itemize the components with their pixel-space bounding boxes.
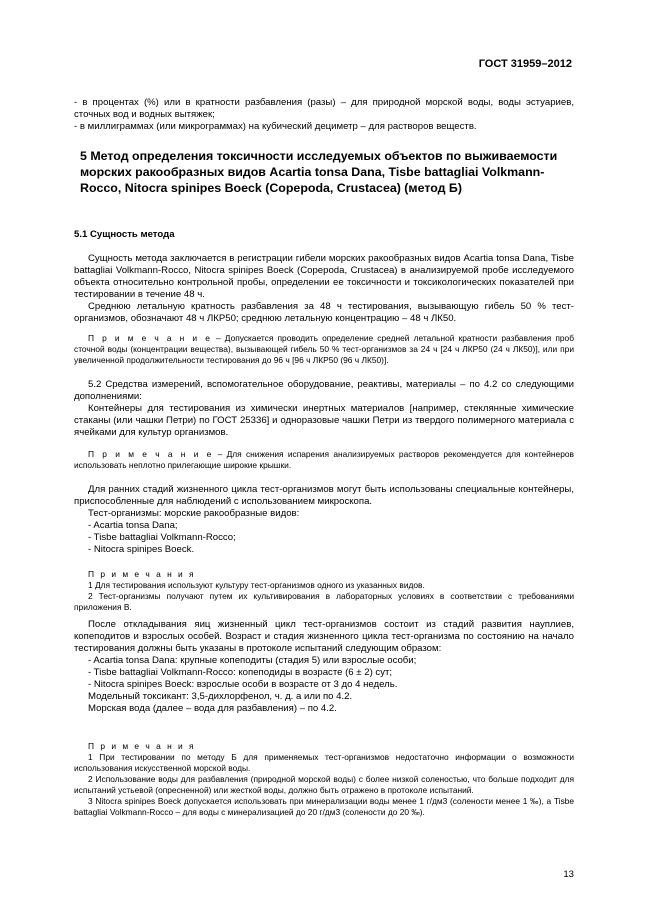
note-label: П р и м е ч а н и е — [88, 333, 212, 343]
doc-code: ГОСТ 31959–2012 — [478, 58, 572, 70]
paragraph: Тест-организмы: морские ракообразные видов: — [88, 508, 300, 519]
paragraph: Среднюю летальную кратность разбавления за 48 ч тестирования, вызывающую гибель 50 % тест-организмов, обозначают 48 ч ЛКР50; среднюю летальную концентрацию – 48 ч ЛК50. — [74, 301, 574, 324]
list-item: - в миллиграммах (или микрограммах) на кубический дециметр – для растворов веществ. — [74, 121, 477, 132]
list-item: - Acartia tonsa Dana: крупные копеподиты (стадия 5) или взрослые особи; — [88, 655, 417, 666]
paragraph: 5.2 Средства измерений, вспомогательное оборудование, реактивы, материалы – по 4.2 со следующими дополнениями: — [74, 379, 574, 402]
intro-list — [74, 97, 574, 133]
subsection-heading: 5.1 Сущность метода — [74, 229, 175, 240]
note-item: 1 При тестировании по методу Б для применяемых тест-организмов недостаточно информации о возможности использования искусственной морской воды. — [74, 752, 574, 773]
note-item: 2 Использование воды для разбавления (природной морской воды) с более низкой соленостью, что больше подходит для испытаний устьевой (опресненной) или жесткой воды, должно быть отражено в протоколе испытаний. — [74, 774, 574, 795]
note-item: 1 Для тестирования используют культуру тест-организмов одного из указанных видов. — [88, 580, 425, 590]
s51-text — [74, 253, 574, 325]
s52-text-2 — [74, 484, 574, 556]
list-item: - Tisbe battagliai Volkmann-Rocco; — [88, 532, 236, 543]
list-item: - Acartia tonsa Dana; — [88, 520, 178, 531]
section-5-1 — [74, 229, 574, 241]
paragraph: Сущность метода заключается в регистрации гибели морских ракообразных видов Acartia tonsa Dana, Tisbe battagliai Volkmann-Rocco, Nitocra spinipes Boeck (Copepoda, Crustacea) в анализируемой пробе исследуемого объекта относительно контрольной пробы, определении ее токсичности и токсикологических показателей при тестировании в течение 48 ч. — [74, 253, 574, 300]
paragraph: Контейнеры для тестирования из химически инертных материалов [например, стеклянные химические стаканы (или чашки Петри) по ГОСТ 25336] и одноразовые чашки Петри из твердого полимерного материала с ячейками для культур организмов. — [74, 403, 574, 438]
list-item: - Tisbe battagliai Volkmann-Rocco: копеподиды в возрасте (6 ± 2) сут; — [88, 667, 393, 678]
note-text: – Для снижения испарения анализируемых растворов рекомендуется для контейнеров использовать неплотно прилегающие широкие крышки. — [74, 449, 574, 470]
note-item: 3 Nitocra spinipes Boeck допускается использовать при минерализации воды менее 1 г/дм3 (солености менее 1 ‰), а Tisbe battagliai Volkmann-Rocco – для воды с минерализацией до 20 г/дм3 (солености до 20 ‰). — [74, 796, 574, 817]
note — [74, 333, 574, 366]
notes — [74, 569, 574, 613]
notes — [74, 741, 574, 818]
notes-label: П р и м е ч а н и я — [88, 741, 196, 751]
note-text: – Допускается проводить определение средней летальной кратности разбавления проб сточной воды (концентрации вещества), вызывающей гибель 50 % тест-организмов за 24 ч [24 ч ЛКР50 (24 ч ЛК50)], или при увеличенной продолжительности тестирования до 96 ч [96 ч ЛКР50 (96 ч ЛК50)]. — [74, 333, 574, 365]
paragraph: Модельный токсикант: 3,5-дихлорфенол, ч. д. а или по 4.2. — [88, 691, 353, 702]
section-5-title: 5 Метод определения токсичности исследуемых объектов по выживаемости морских ракообразных видов Acartia tonsa Dana, Tisbe battagliai Volkmann-Rocco, Nitocra spinipes Boeck (Copepoda, Crustacea) (метод Б) — [80, 149, 558, 195]
s52-text-3 — [74, 619, 574, 715]
page-number: 13 — [563, 869, 574, 880]
list-item: - Nitocra spinipes Boeck: взрослые особи в возрасте от 3 до 4 недель. — [88, 679, 398, 690]
note-label: П р и м е ч а н и е — [88, 449, 214, 459]
list-item: - в процентах (%) или в кратности разбавления (разы) – для природной морской воды, воды эстуариев, сточных вод и водных вытяжек; — [74, 97, 574, 120]
note — [74, 449, 574, 471]
paragraph: После откладывания яиц жизненный цикл тест-организмов состоит из стадий развития науплиев, копеподитов и взрослых особей. Возраст и стадия жизненного цикла тест-организма по состоянию на начало тестирования должны быть указаны в протоколе испытаний следующим образом: — [74, 619, 574, 654]
notes-label: П р и м е ч а н и я — [88, 569, 196, 579]
list-item: - Nitocra spinipes Boeck. — [88, 544, 195, 555]
s52-text — [74, 379, 574, 439]
paragraph: Для ранних стадий жизненного цикла тест-организмов могут быть использованы специальные контейнеры, приспособленные для наблюдений с использованием микроскопа. — [74, 484, 574, 507]
paragraph: Морская вода (далее – вода для разбавления) – по 4.2. — [88, 703, 337, 714]
note-item: 2 Тест-организмы получают путем их культивирования в лабораторных условиях в соответствии с требованиями приложения В. — [74, 591, 574, 612]
